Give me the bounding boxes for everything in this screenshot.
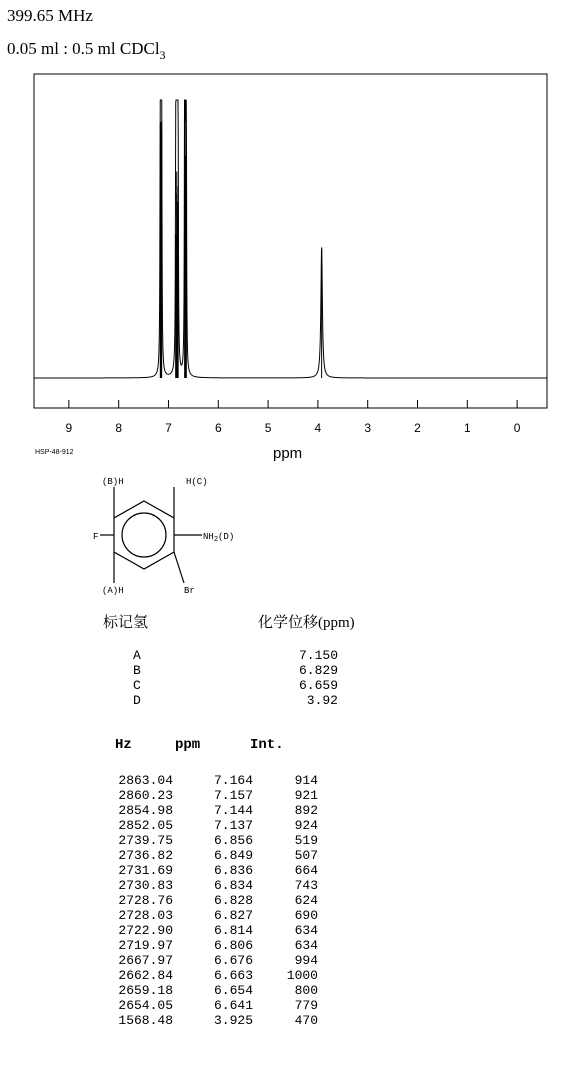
header-int: Int.	[250, 737, 284, 753]
table-row	[103, 878, 318, 893]
table-row	[103, 773, 318, 788]
peak-ppm-cell: 6.806	[213, 938, 253, 953]
peak-int-cell: 690	[294, 908, 318, 923]
peak-int-cell: 470	[294, 1013, 318, 1028]
table-row	[103, 863, 318, 878]
peak-hz-cell: 2662.84	[118, 968, 173, 983]
peak-ppm-cell: 6.849	[213, 848, 253, 863]
x-tick-label: 9	[65, 421, 73, 435]
peak-ppm-cell: 6.836	[213, 863, 253, 878]
peak-hz-cell: 2719.97	[118, 938, 173, 953]
nh2-d-label: (D)	[218, 532, 235, 542]
peak-int-cell: 743	[294, 878, 318, 893]
table-row	[103, 788, 318, 803]
peak-int-cell: 924	[294, 818, 318, 833]
peak-ppm-cell: 6.856	[213, 833, 253, 848]
assignment-row	[133, 693, 338, 708]
solvent-text: 0.05 ml : 0.5 ml CDCl	[7, 39, 160, 58]
table-row	[103, 1013, 318, 1028]
assignment-label: C	[133, 678, 141, 693]
assignment-shift: 3.92	[306, 693, 338, 708]
table-row	[103, 983, 318, 998]
atom-label-a: (A)H	[102, 586, 124, 596]
peak-ppm-cell: 6.828	[213, 893, 253, 908]
atom-label-nh2	[203, 532, 234, 544]
assignment-shift: 7.150	[298, 648, 338, 663]
assignment-label: D	[133, 693, 141, 708]
x-axis-label: ppm	[273, 445, 303, 462]
peak-hz-cell: 2722.90	[118, 923, 173, 938]
peak-hz-cell: 2739.75	[118, 833, 173, 848]
peak-ppm-cell: 3.925	[213, 1013, 253, 1028]
assignment-row	[133, 663, 338, 678]
peak-hz-cell: 2731.69	[118, 863, 173, 878]
peak-int-cell: 914	[294, 773, 318, 788]
x-tick-label: 6	[214, 421, 222, 435]
x-tick-label: 2	[414, 421, 421, 435]
nh2-text: NH	[203, 532, 214, 542]
peak-int-cell: 507	[294, 848, 318, 863]
peak-int-cell: 1000	[286, 968, 318, 983]
table-row	[103, 848, 318, 863]
table-row	[103, 803, 318, 818]
peak-int-cell: 664	[294, 863, 318, 878]
spectrum-code: HSP-48-912	[35, 449, 74, 456]
table-row	[103, 818, 318, 833]
atom-label-c: H(C)	[186, 477, 208, 487]
x-tick-label: 1	[463, 421, 471, 435]
peak-int-cell: 624	[294, 893, 318, 908]
solvent-subscript: 3	[159, 48, 166, 62]
benzene-ring	[114, 501, 174, 569]
nh2-subscript: 2	[213, 536, 219, 544]
peak-ppm-cell: 6.834	[213, 878, 253, 893]
peak-hz-cell: 2852.05	[118, 818, 173, 833]
table-row	[103, 833, 318, 848]
peak-int-cell: 994	[294, 953, 318, 968]
peak-int-cell: 519	[294, 833, 318, 848]
table-row	[103, 998, 318, 1013]
atom-label-b: (B)H	[102, 477, 124, 487]
peak-hz-cell: 2654.05	[118, 998, 173, 1013]
assignment-label: A	[133, 648, 141, 663]
peak-ppm-cell: 6.827	[213, 908, 253, 923]
x-tick-label: 4	[314, 421, 322, 435]
x-tick-label: 0	[513, 421, 521, 435]
assignment-row	[133, 648, 338, 663]
plot-frame	[34, 74, 547, 408]
peak-marks	[160, 100, 321, 378]
assignment-shift: 6.829	[298, 663, 338, 678]
peak-int-cell: 779	[294, 998, 318, 1013]
peak-ppm-cell: 6.676	[213, 953, 253, 968]
peak-hz-cell: 2860.23	[118, 788, 173, 803]
assignment-row	[133, 678, 338, 693]
assignment-header-label: 标记氢	[103, 615, 149, 631]
molecule-structure	[80, 470, 300, 605]
peak-ppm-cell: 7.157	[213, 788, 253, 803]
peak-table	[103, 773, 318, 1028]
peak-ppm-cell: 6.663	[213, 968, 253, 983]
atom-label-f: F	[93, 532, 99, 542]
table-row	[103, 923, 318, 938]
peak-ppm-cell: 7.137	[213, 818, 253, 833]
peak-int-cell: 892	[294, 803, 318, 818]
x-tick-label: 7	[165, 421, 172, 435]
x-axis-ticks	[69, 400, 517, 408]
peak-int-cell: 921	[294, 788, 318, 803]
x-axis-tick-labels	[66, 421, 521, 435]
header-hz: Hz	[115, 737, 132, 753]
table-row	[103, 968, 318, 983]
nmr-spectrum-chart	[0, 0, 570, 440]
peak-hz-cell: 1568.48	[118, 1013, 173, 1028]
assignment-table	[133, 648, 338, 708]
peak-ppm-cell: 7.164	[213, 773, 253, 788]
peak-ppm-cell: 6.641	[213, 998, 253, 1013]
x-tick-label: 5	[264, 421, 272, 435]
spectrometer-frequency: 399.65 MHz	[7, 6, 93, 25]
peak-int-cell: 634	[294, 938, 318, 953]
peak-int-cell: 634	[294, 923, 318, 938]
assignment-shift: 6.659	[298, 678, 338, 693]
peak-ppm-cell: 6.814	[213, 923, 253, 938]
table-row	[103, 893, 318, 908]
table-row	[103, 953, 318, 968]
peak-hz-cell: 2854.98	[118, 803, 173, 818]
peak-ppm-cell: 6.654	[213, 983, 253, 998]
x-tick-label: 8	[115, 421, 123, 435]
peak-hz-cell: 2736.82	[118, 848, 173, 863]
peak-table-header	[115, 737, 284, 753]
peak-hz-cell: 2863.04	[118, 773, 173, 788]
x-tick-label: 3	[364, 421, 372, 435]
assignment-label: B	[133, 663, 141, 678]
peak-ppm-cell: 7.144	[213, 803, 253, 818]
spectrum-trace	[34, 100, 547, 378]
table-row	[103, 908, 318, 923]
assignment-header-shift: 化学位移(ppm)	[258, 615, 355, 631]
peak-hz-cell: 2730.83	[118, 878, 173, 893]
bond-br	[174, 552, 184, 583]
peak-hz-cell: 2659.18	[118, 983, 173, 998]
peak-hz-cell: 2728.03	[118, 908, 173, 923]
table-row	[103, 938, 318, 953]
atom-label-br: Br	[184, 586, 195, 596]
peak-hz-cell: 2667.97	[118, 953, 173, 968]
peak-int-cell: 800	[294, 983, 318, 998]
header-ppm: ppm	[175, 737, 201, 753]
aromatic-circle	[122, 513, 166, 557]
peak-hz-cell: 2728.76	[118, 893, 173, 908]
